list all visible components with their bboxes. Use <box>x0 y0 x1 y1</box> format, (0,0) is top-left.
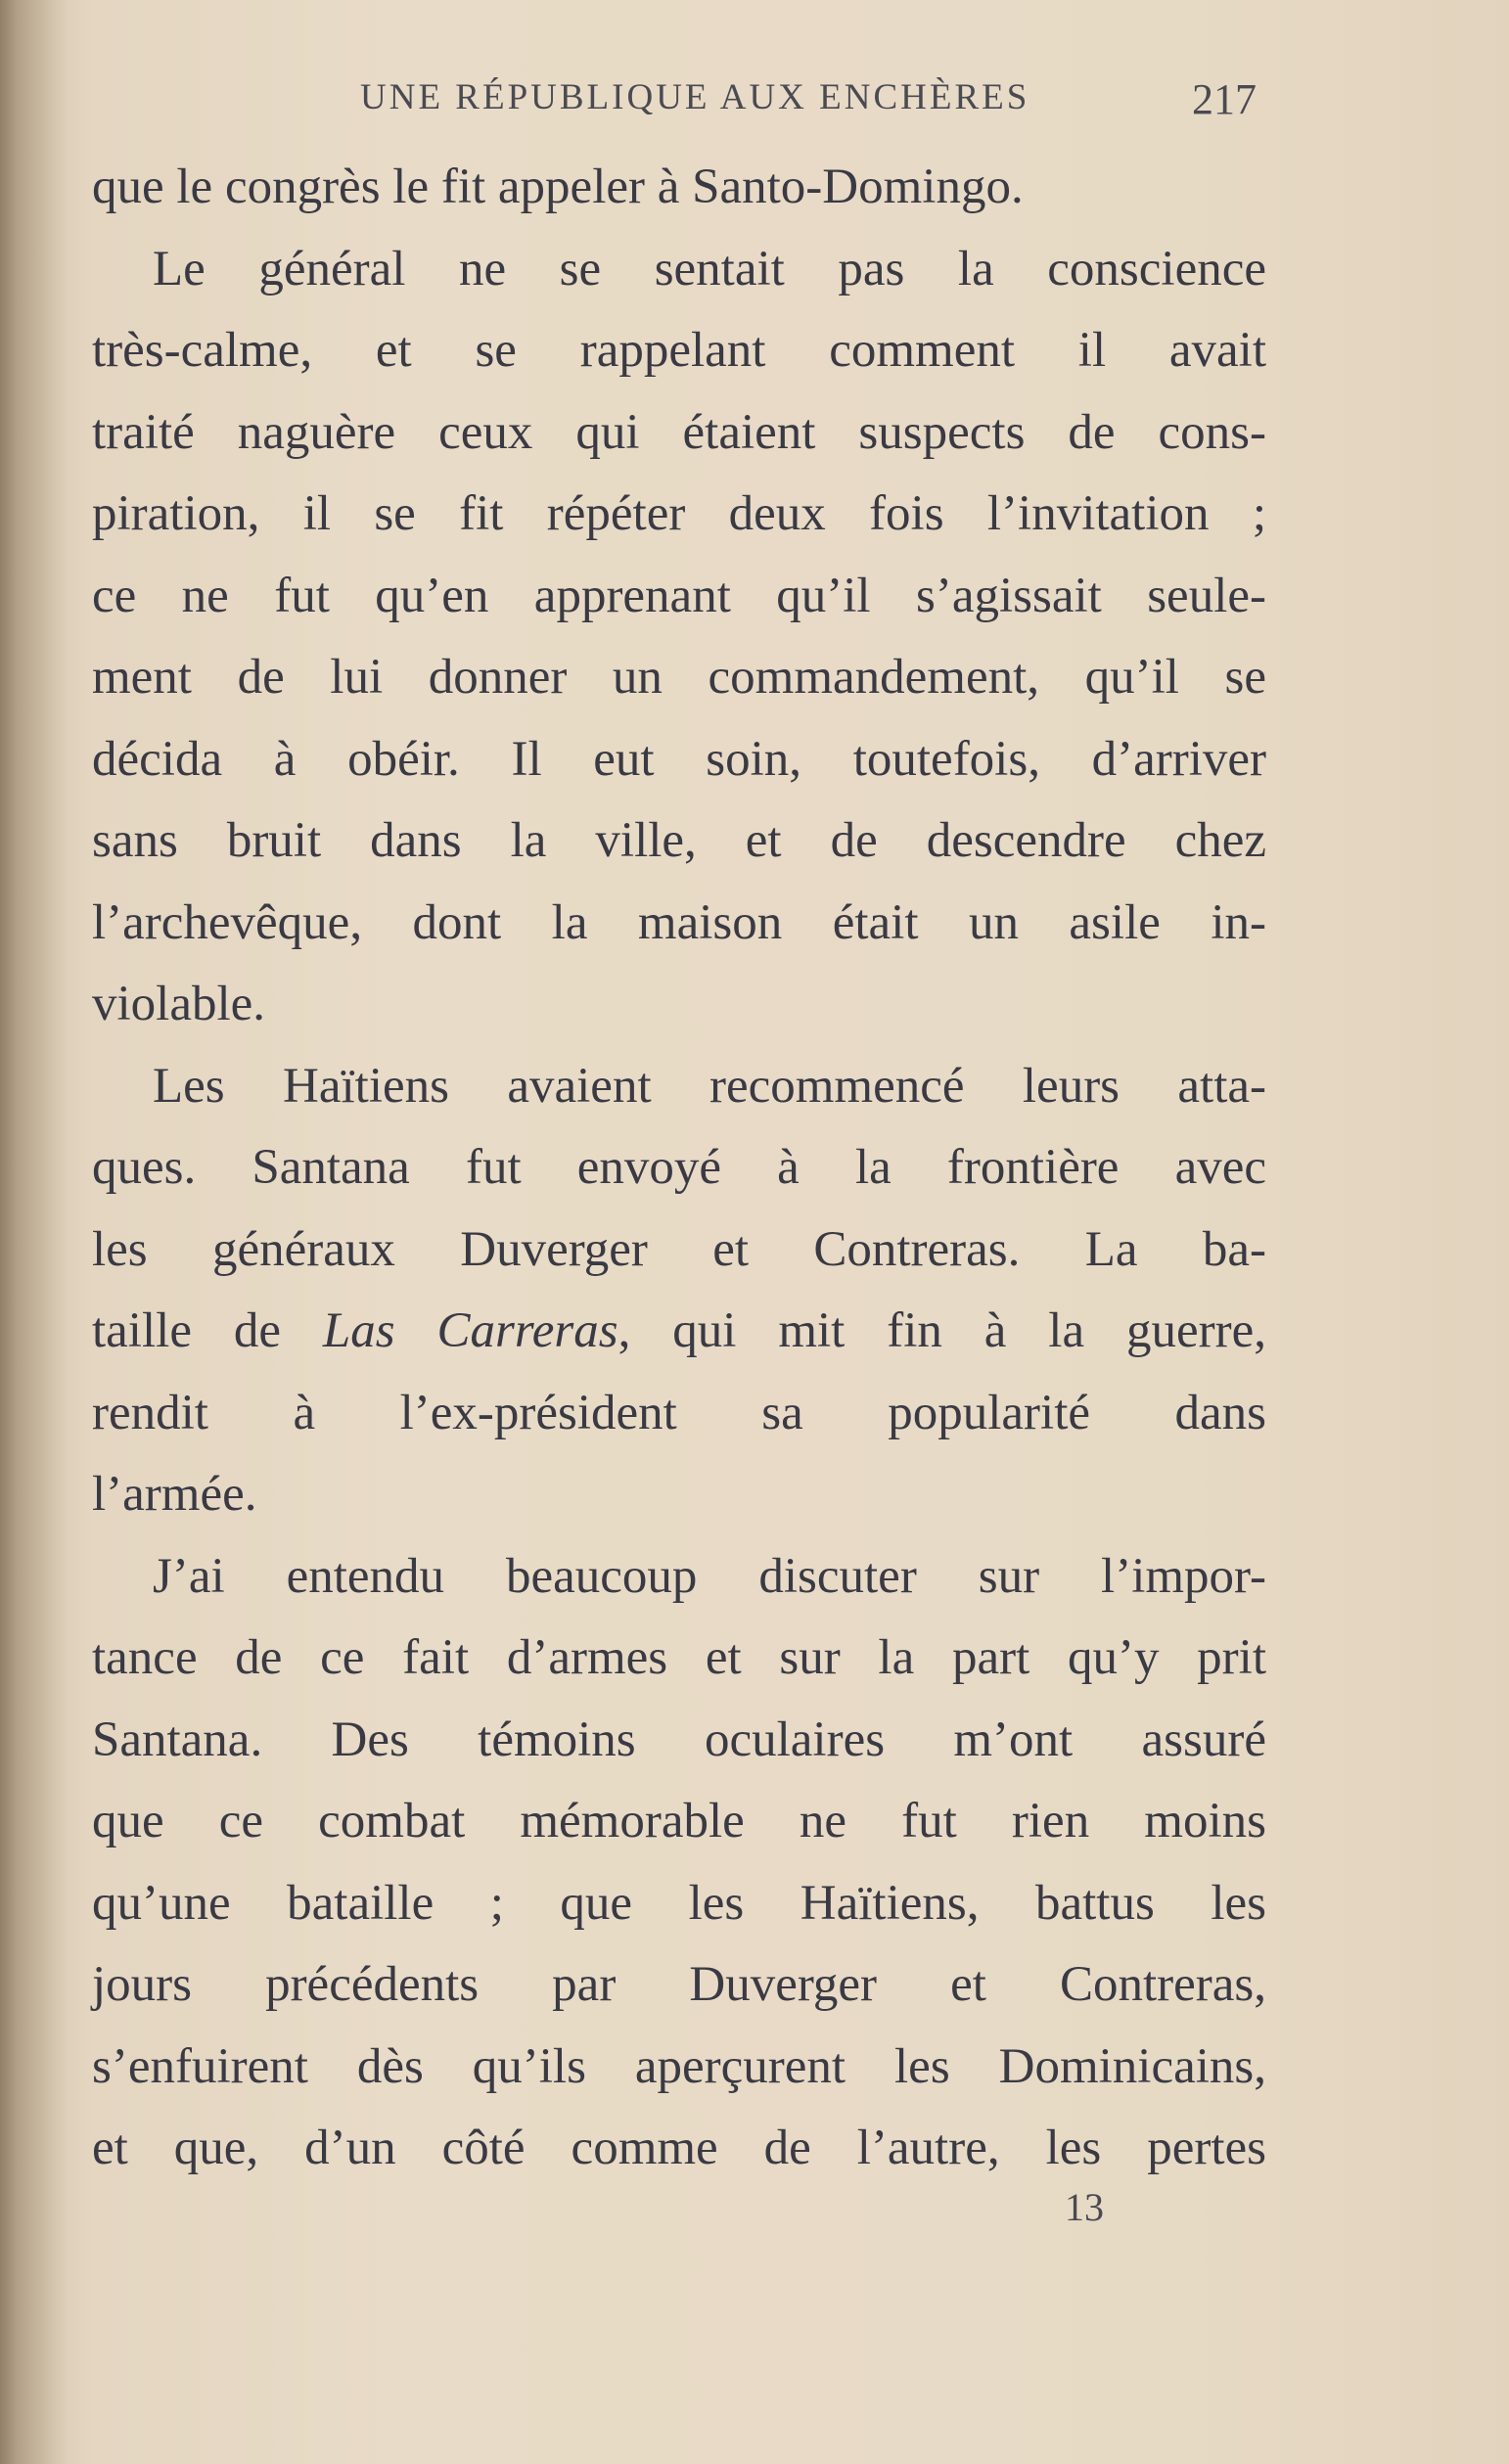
text-line: jours précédents par Duverger et Contreras, <box>92 1957 1266 2012</box>
running-head-title: UNE RÉPUBLIQUE AUX ENCHÈRES <box>360 77 1030 117</box>
text-line: Les Haïtiens avaient recommencé leurs atta- <box>153 1058 1266 1114</box>
text-line: taille de Las Carreras, qui mit fin à la guerre, <box>92 1303 1266 1358</box>
text-line: très-calme, et se rappelant comment il avait <box>92 323 1266 378</box>
text-line: que ce combat mémorable ne fut rien moins <box>92 1794 1266 1848</box>
text-line: tance de ce fait d’armes et sur la part qu’y prit <box>92 1630 1266 1685</box>
text-line: que le congrès le fit appeler à Santo-Domingo. <box>92 160 1024 214</box>
text-line: les généraux Duverger et Contreras. La ba- <box>92 1221 1266 1277</box>
text-line: rendit à l’ex-président sa popularité dans <box>92 1385 1266 1440</box>
text-line: décida à obéir. Il eut soin, toutefois, d’arriver <box>92 731 1266 787</box>
text-line: s’enfuirent dès qu’ils aperçurent les Dominicains, <box>92 2038 1266 2094</box>
text-line: piration, il se fit répéter deux fois l’invitation ; <box>92 486 1266 541</box>
italic-place-name: Las Carreras <box>322 1303 618 1358</box>
text-line: l’armée. <box>92 1467 257 1522</box>
text-line: et que, d’un côté comme de l’autre, les pertes <box>92 2121 1266 2175</box>
running-head <box>0 76 1509 125</box>
text-line: ce ne fut qu’en apprenant qu’il s’agissait seule- <box>92 568 1266 623</box>
signature-mark: 13 <box>1065 2185 1104 2229</box>
text-line: violable. <box>92 977 266 1031</box>
text-line: sans bruit dans la ville, et de descendre chez <box>92 813 1266 868</box>
text-line: l’archevêque, dont la maison était un asile in- <box>92 894 1266 950</box>
page-number: 217 <box>1192 75 1257 123</box>
text-line: ques. Santana fut envoyé à la frontière avec <box>92 1140 1266 1195</box>
text-line: qu’une bataille ; que les Haïtiens, battus les <box>92 1875 1266 1931</box>
text-line: Le général ne se sentait pas la conscience <box>153 241 1266 297</box>
binding-shadow <box>0 0 69 2464</box>
text-line: Santana. Des témoins oculaires m’ont assuré <box>92 1711 1266 1767</box>
text-line: traité naguère ceux qui étaient suspects de cons- <box>92 404 1266 460</box>
text-line: ment de lui donner un commandement, qu’il se <box>92 650 1266 705</box>
body-text <box>92 147 1266 2190</box>
text-line: J’ai entendu beaucoup discuter sur l’impor- <box>153 1548 1266 1604</box>
